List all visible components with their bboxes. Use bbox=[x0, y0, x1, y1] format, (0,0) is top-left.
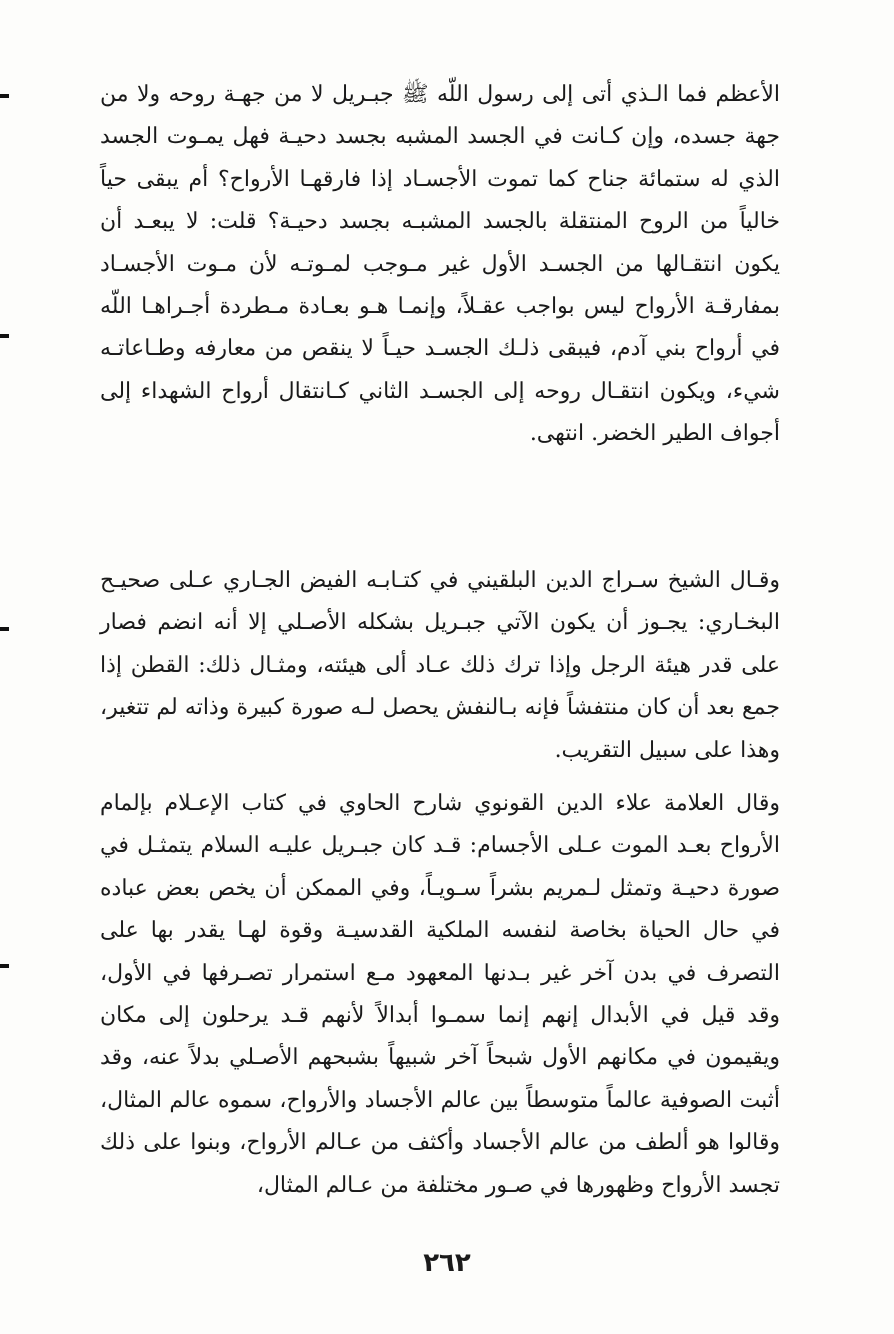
scan-edge-mark bbox=[0, 964, 9, 968]
paragraph-1: الأعظم فما الـذي أتى إلى رسول اللّه ﷺ جبـريل لا من جهـة روحه ولا من جهة جسده، وإن كـانت في الجسد المشبه بجسد دحيـة فهل يمـوت الجسد الذي له ستمائة جناح كما تموت الأجسـاد إذا فارقهـا الأرواح؟ أم يبقى حياً خالياً من الروح المنتقلة بالجسد المشبـه بجسد دحيـة؟ قلت: لا يبعـد أن يكون انتقـالها من الجسـد الأول غير مـوجب لمـوتـه لأن مـوت الأجسـاد بمفارقـة الأرواح ليس بواجب عقـلاً، وإنمـا هـو بعـادة مـطردة أجـراهـا اللّه في أرواح بني آدم، فيبقى ذلـك الجسـد حيـاً لا ينقص من معارفه وطـاعاتـه شيء، ويكون انتقـال روحه إلى الجسـد الثاني كـانتقال أرواح الشهداء إلى أجواف الطير الخضر. انتهى. bbox=[100, 82, 780, 447]
paragraph-3: وقال العلامة علاء الدين القونوي شارح الحاوي في كتاب الإعـلام بإلمام الأرواح بعـد الموت عـلى الأجسام: قـد كان جبـريل عليـه السلام يتمثـل في صورة دحيـة وتمثل لـمريم بشراً سـويـاً، وفي الممكن أن يخص بعض عباده في حال الحياة بخاصة لنفسه الملكية القدسيـة وقوة لهـا يقدر بها على التصرف في بدن آخر غير بـدنها المعهود مـع استمرار تصـرفها في الأول، وقد قيل في الأبدال إنهم إنما سمـوا أبدالاً لأنهم قـد يرحلون إلى مكان ويقيمون في مكانهم الأول شبحاً آخر شبيهاً بشبحهم الأصـلي بدلاً عنه، وقد أثبت الصوفية عالماً متوسطاً بين عالم الأجساد والأرواح، سموه عالم المثال، وقالوا هو ألطف من عالم الأجساد وأكثف من عـالم الأرواح، وبنوا على ذلك تجسد الأرواح وظهورها في صـور مختلفة من عـالم المثال، bbox=[100, 791, 780, 1198]
paragraph-2: وقـال الشيخ سـراج الدين البلقيني في كتـابـه الفيض الجـاري عـلى صحيـح البخـاري: يجـوز أن يكون الآتي جبـريل بشكله الأصـلي إلا أنه انضم فصار على قدر هيئة الرجل وإذا ترك ذلك عـاد ألى هيئته، ومثـال ذلك: القطن إذا جمع بعد أن كان منتفشاً فإنه بـالنفش يحصل لـه صورة كبيرة وذاته لم تتغير، وهذا على سبيل التقريب. bbox=[100, 568, 780, 763]
scan-edge-mark bbox=[0, 94, 9, 98]
scan-edge-mark bbox=[0, 334, 9, 338]
scan-edge-mark bbox=[0, 627, 9, 631]
page-number: ٢٦٢ bbox=[423, 1248, 471, 1278]
